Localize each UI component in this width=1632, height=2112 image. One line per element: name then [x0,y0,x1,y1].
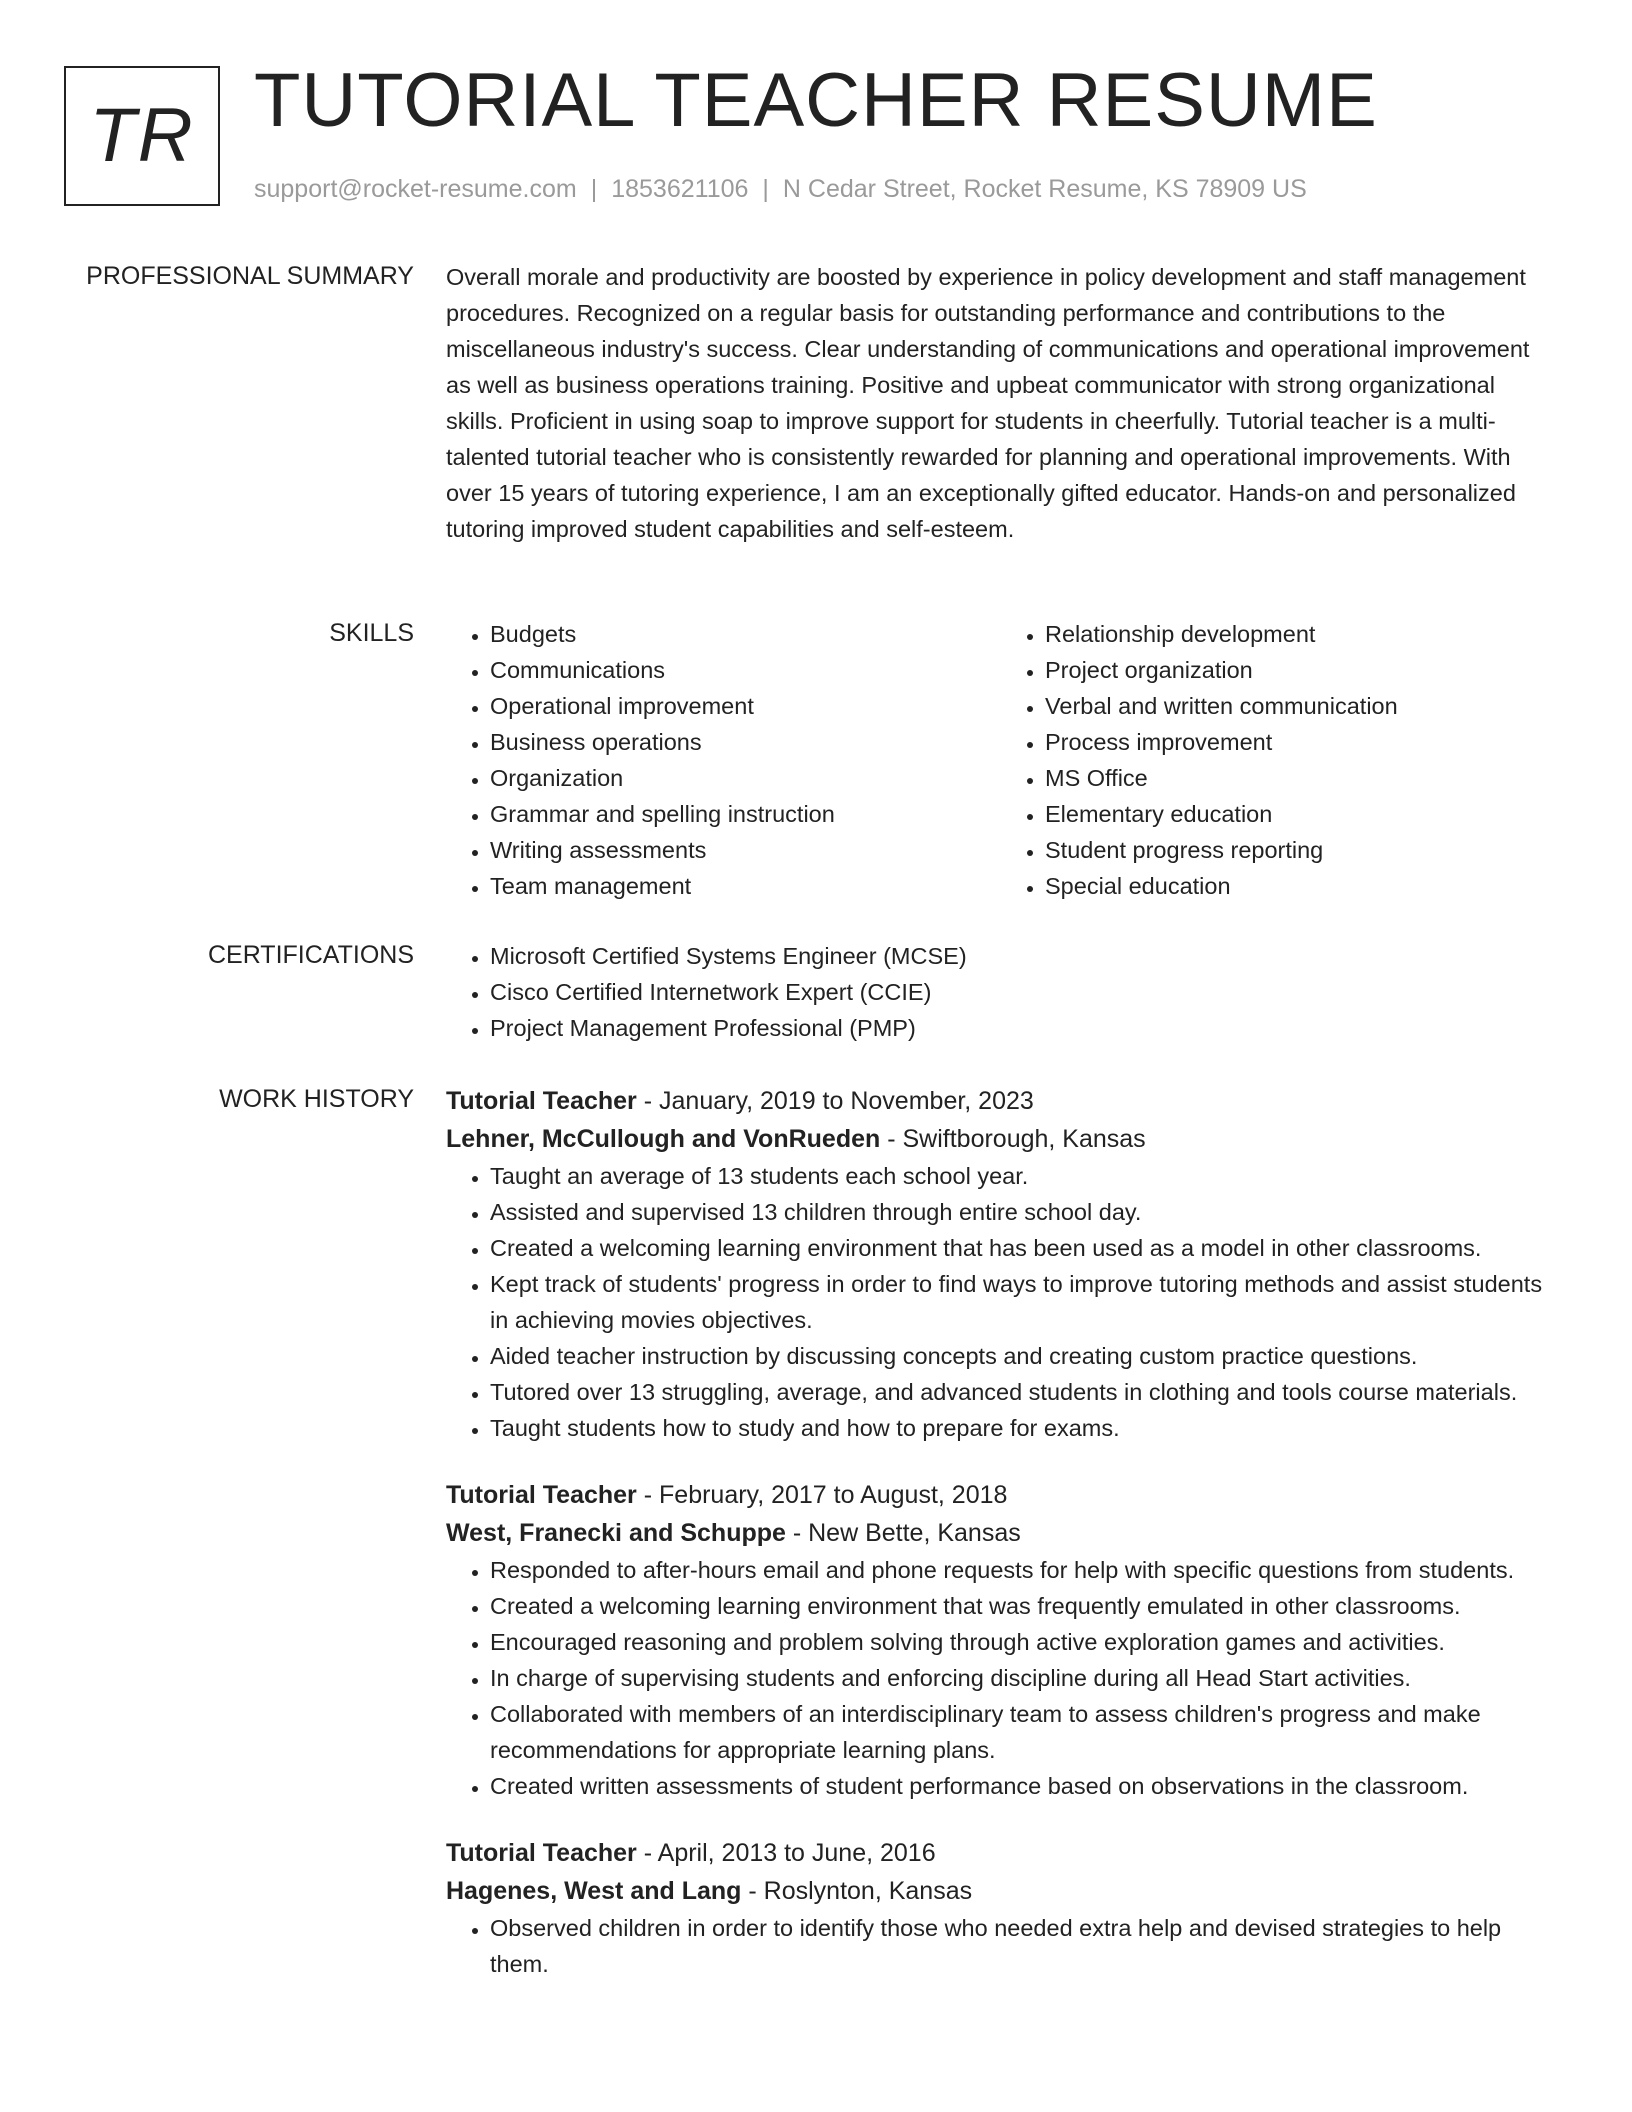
job-company: Hagenes, West and Lang [446,1877,742,1905]
dash: - [636,1839,658,1867]
job-location: New Bette, Kansas [808,1519,1021,1547]
skill-item: • Writing assessments [490,832,1001,868]
contact-phone[interactable]: 1853621106 [611,175,749,203]
skill-item: • Team management [490,868,1001,904]
skills-heading: SKILLS [329,619,414,647]
job-title: Tutorial Teacher [446,1839,637,1867]
job-duty: • Responded to after-hours email and phone requests for help with specific questions from students. [490,1552,1556,1588]
job-title: Tutorial Teacher [446,1481,637,1509]
skills-list-right [1001,616,1556,904]
monogram-initials: TR [89,93,195,178]
certifications-body [446,938,1556,1046]
job-dates: February, 2017 to August, 2018 [659,1481,1008,1509]
dash: - [636,1087,660,1115]
job-entry [446,1082,1556,1446]
job-duty: • Created a welcoming learning environment that was frequently emulated in other classrooms. [490,1588,1556,1624]
job-company: Lehner, McCullough and VonRueden [446,1125,881,1153]
job-duty: • Taught students how to study and how to prepare for exams. [490,1410,1556,1446]
job-company-line [446,1120,1556,1158]
job-duty: • Collaborated with members of an interdisciplinary team to assess children's progress and make recommendations for appropriate learning plans. [490,1696,1556,1768]
skill-item: • Grammar and spelling instruction [490,796,1001,832]
job-company-line [446,1514,1556,1552]
job-duty: • Created written assessments of student performance based on observations in the classroom. [490,1768,1556,1804]
skill-item: • Special education [1045,868,1556,904]
dash: - [741,1877,764,1905]
certification-item: • Cisco Certified Internetwork Expert (CCIE) [490,974,1556,1010]
job-duty: • Aided teacher instruction by discussing concepts and creating custom practice questions. [490,1338,1556,1374]
monogram-box [64,66,220,206]
dash: - [636,1481,660,1509]
job-dates: April, 2013 to June, 2016 [657,1839,936,1867]
job-duty: • Encouraged reasoning and problem solving through active exploration games and activities. [490,1624,1556,1660]
job-duties-list [446,1158,1556,1446]
job-title: Tutorial Teacher [446,1087,637,1115]
job-duties-list [446,1552,1556,1804]
dash: - [880,1125,903,1153]
job-entry [446,1834,1556,1982]
skill-item: • Business operations [490,724,1001,760]
job-title-line [446,1834,1556,1872]
work-history-body [446,1082,1556,1982]
summary-text: Overall morale and productivity are boosted by experience in policy development and staff management procedures. Recognized on a regular basis for outstanding performance and contributions to the miscellaneous industry's success. Clear understanding of communications and operational improvement as well as business operations training. Positive and upbeat communicator with strong organizational skills. Proficient in using soap to improve support for students in cheerfully. Tutorial teacher is a multi-talented tutorial teacher who is consistently rewarded for planning and operational improvements. With over 15 years of tutoring experience, I am an exceptionally gifted educator. Hands-on and personalized tutoring improved student capabilities and self-esteem. [446,264,1530,542]
job-dates: January, 2019 to November, 2023 [659,1087,1034,1115]
contact-line [254,172,1307,206]
skill-item: • Elementary education [1045,796,1556,832]
job-entry [446,1476,1556,1804]
job-duty: • Observed children in order to identify those who needed extra help and devised strategies to help them. [490,1910,1556,1982]
skill-item: • Organization [490,760,1001,796]
contact-address: N Cedar Street, Rocket Resume, KS 78909 US [782,175,1307,203]
contact-separator: | [590,175,598,203]
job-location: Swiftborough, Kansas [902,1125,1146,1153]
skill-item: • Relationship development [1045,616,1556,652]
skills-list-left [446,616,1001,904]
job-company-line [446,1872,1556,1910]
contact-separator: | [762,175,769,203]
job-duty: • Tutored over 13 struggling, average, and advanced students in clothing and tools course materials. [490,1374,1556,1410]
job-title-line [446,1082,1556,1120]
skill-item: • Verbal and written communication [1045,688,1556,724]
contact-email[interactable]: support@rocket-resume.com [254,175,577,203]
job-company: West, Franecki and Schuppe [446,1519,786,1547]
skills-columns [446,616,1556,904]
skill-item: • Communications [490,652,1001,688]
skill-item: • Operational improvement [490,688,1001,724]
certifications-list [446,938,1556,1046]
skill-item: • Student progress reporting [1045,832,1556,868]
skills-body [446,616,1556,904]
summary-body [446,259,1556,547]
certification-item: • Project Management Professional (PMP) [490,1010,1556,1046]
summary-heading: PROFESSIONAL SUMMARY [86,262,414,290]
skill-item: • Process improvement [1045,724,1556,760]
certification-item: • Microsoft Certified Systems Engineer (MCSE) [490,938,1556,974]
certifications-heading: CERTIFICATIONS [207,941,414,969]
skill-item: • MS Office [1045,760,1556,796]
skill-item: • Project organization [1045,652,1556,688]
work-history-heading: WORK HISTORY [219,1085,414,1113]
dash: - [785,1519,809,1547]
skill-item: • Budgets [490,616,1001,652]
job-duty: • Created a welcoming learning environment that has been used as a model in other classrooms. [490,1230,1556,1266]
job-duties-list [446,1910,1556,1982]
job-duty: • Taught an average of 13 students each school year. [490,1158,1556,1194]
job-duty: • Kept track of students' progress in order to find ways to improve tutoring methods and assist students in achieving movies objectives. [490,1266,1556,1338]
job-title-line [446,1476,1556,1514]
job-location: Roslynton, Kansas [763,1877,973,1905]
job-duty: • Assisted and supervised 13 children through entire school day. [490,1194,1556,1230]
resume-title: TUTORIAL TEACHER RESUME [254,58,1378,143]
job-duty: • In charge of supervising students and enforcing discipline during all Head Start activities. [490,1660,1556,1696]
